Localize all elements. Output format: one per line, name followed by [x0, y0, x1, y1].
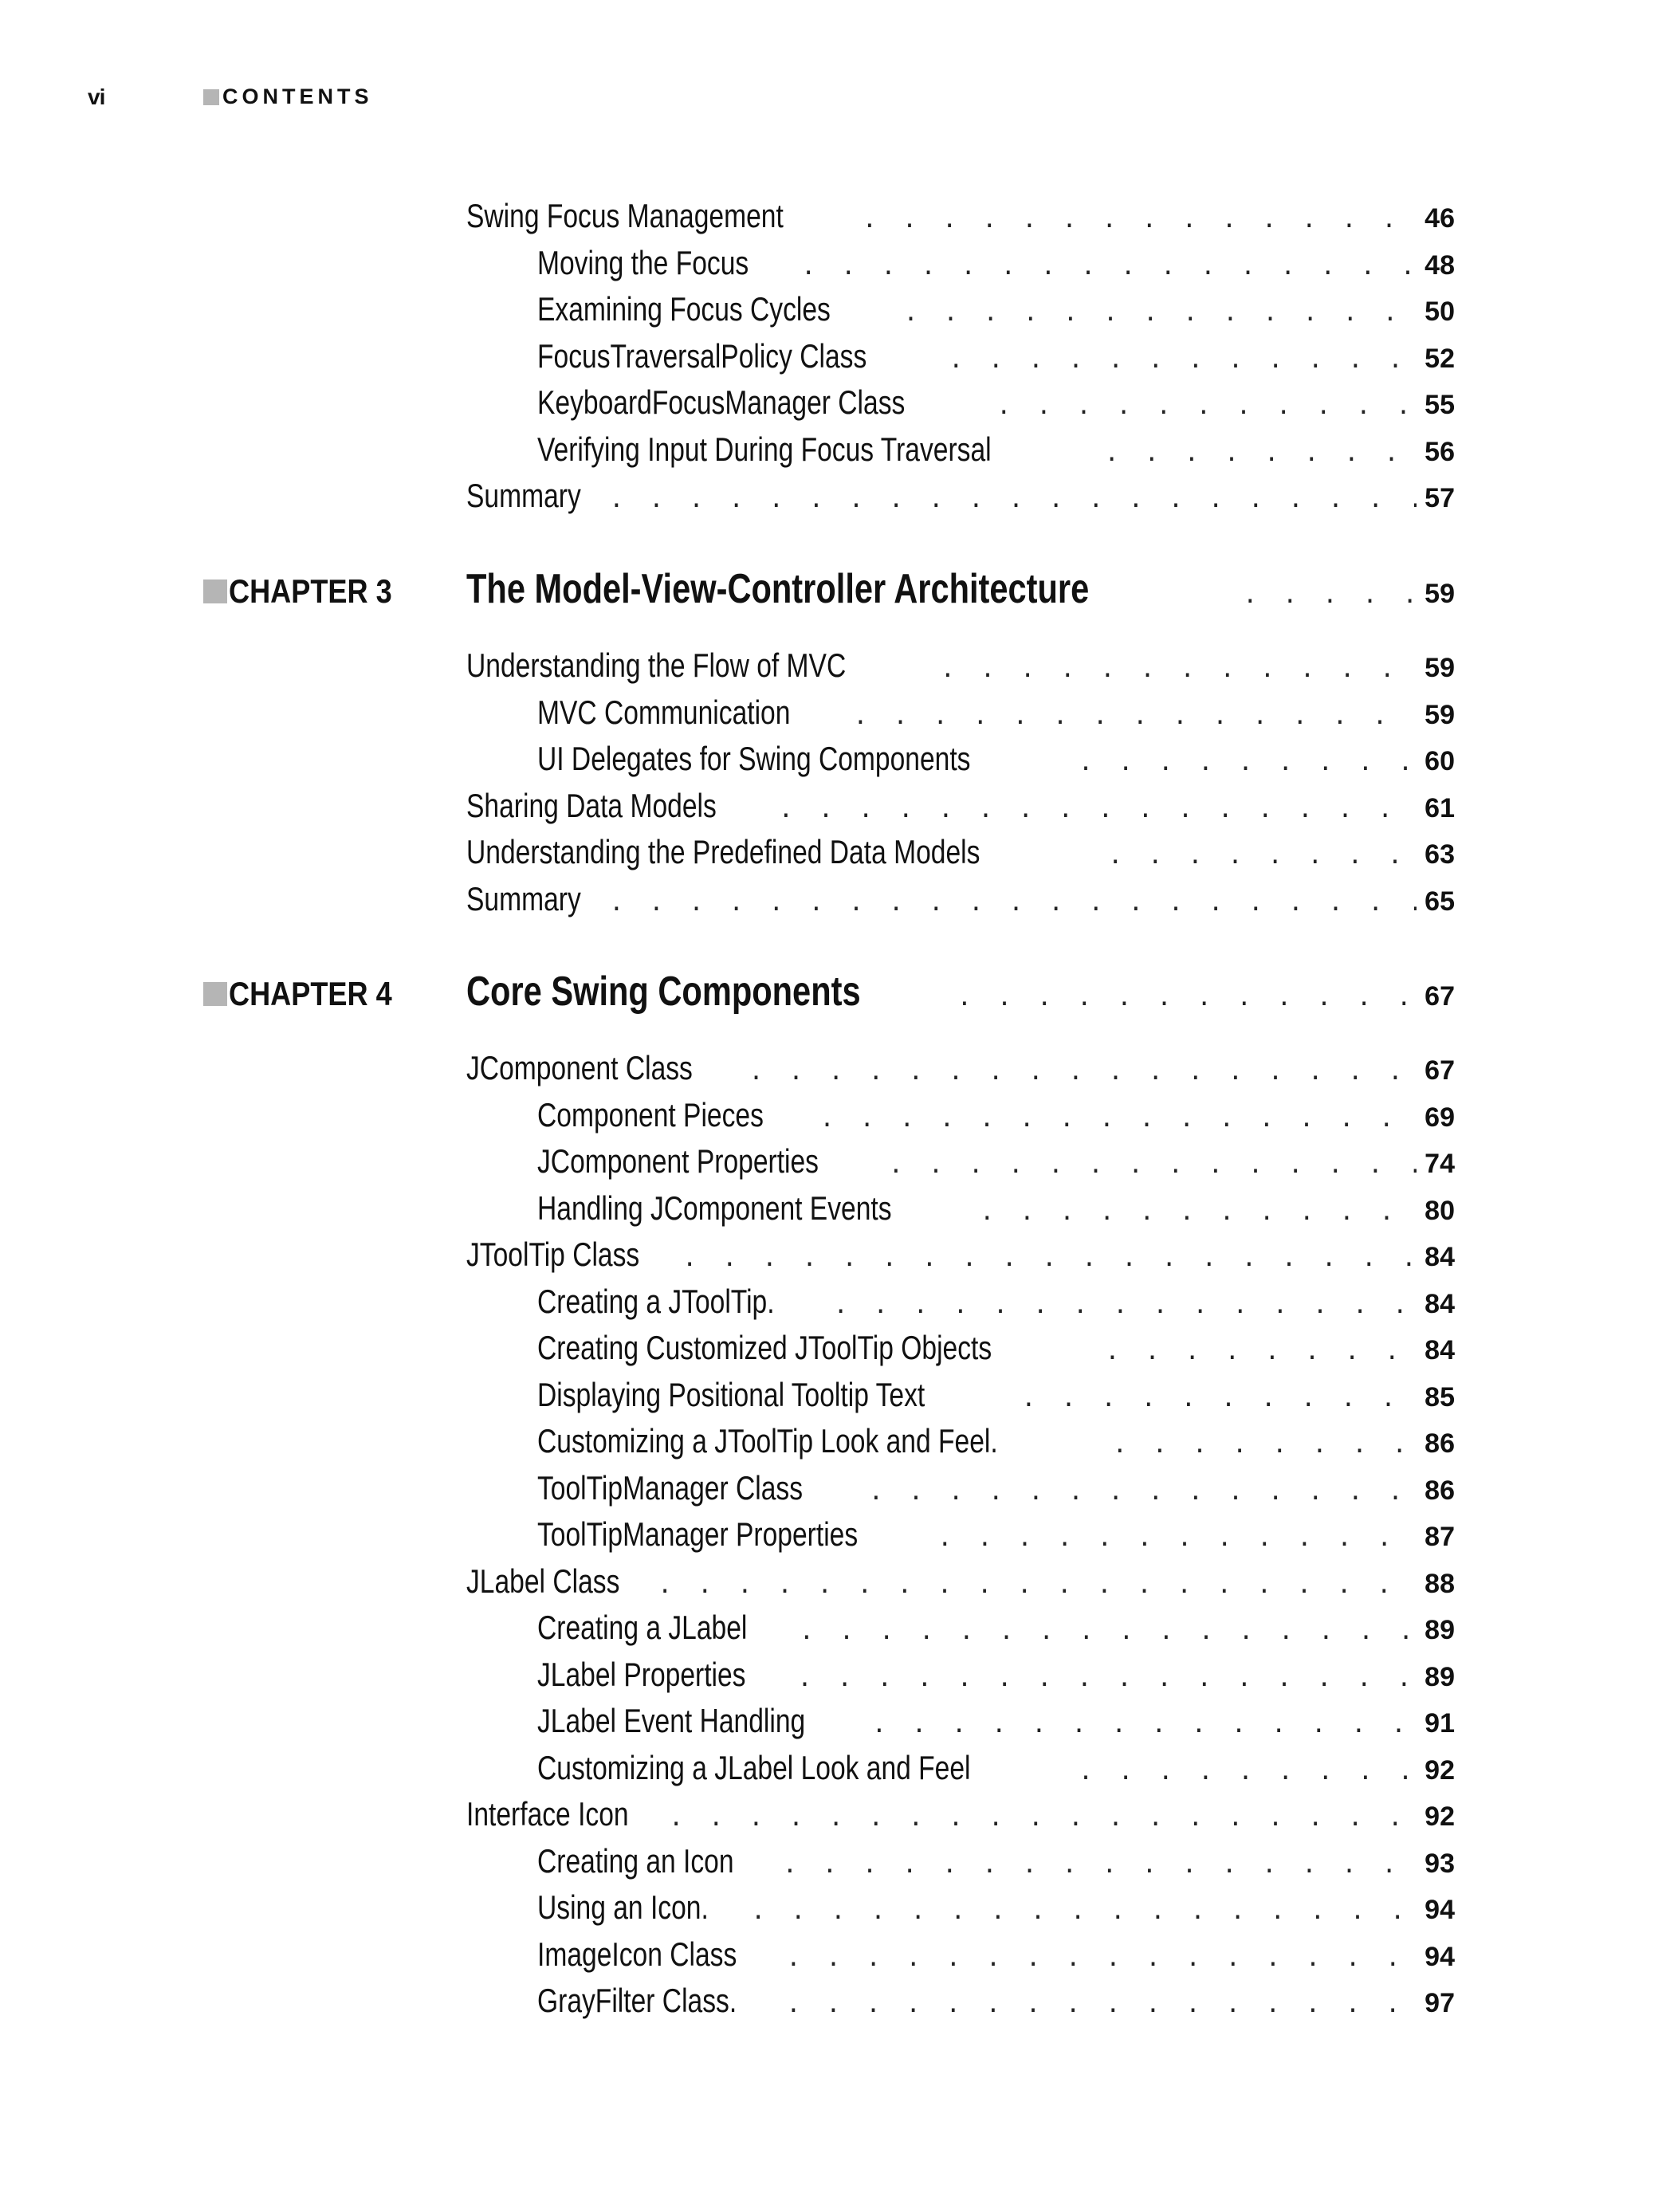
toc-entry[interactable]	[537, 1884, 1455, 1935]
toc-entry[interactable]	[466, 829, 1455, 879]
toc-entry[interactable]	[466, 193, 1455, 243]
chapter-3-number: CHAPTER 3	[229, 572, 392, 610]
toc-entry[interactable]	[537, 1092, 1455, 1142]
dot-leader	[669, 1795, 1417, 1841]
toc-entry-title: Interface Icon	[466, 1795, 629, 1833]
toc-entry-page: 92	[1424, 1801, 1455, 1832]
toc-entry-title: GrayFilter Class.	[537, 1982, 737, 2019]
dot-leader	[1021, 1376, 1417, 1422]
toc-entry-title: JComponent Properties	[537, 1142, 819, 1180]
toc-entry-title: Verifying Input During Focus Traversal	[537, 430, 992, 468]
dot-leader	[800, 1609, 1417, 1655]
dot-leader	[853, 693, 1417, 740]
toc-entry-title: JComponent Class	[466, 1049, 693, 1086]
toc-entry-page: 48	[1424, 249, 1455, 281]
toc-entry-page: 92	[1424, 1754, 1455, 1786]
dot-leader	[1113, 1422, 1417, 1468]
toc-entry[interactable]	[537, 333, 1455, 383]
toc-entry[interactable]	[537, 1931, 1455, 1982]
gray-square-marker-icon	[203, 982, 227, 1006]
toc-entry[interactable]	[537, 1279, 1455, 1329]
toc-entry[interactable]	[537, 379, 1455, 430]
toc-entry[interactable]	[537, 1698, 1455, 1748]
dot-leader	[682, 1236, 1417, 1282]
toc-entry[interactable]	[466, 1791, 1455, 1841]
dot-leader	[1079, 740, 1417, 786]
toc-entry[interactable]	[466, 876, 1455, 926]
toc-entry[interactable]	[537, 286, 1455, 336]
dot-leader	[783, 1842, 1417, 1888]
toc-entry-page: 67	[1424, 1055, 1455, 1086]
chapter-3-label	[203, 572, 418, 611]
dot-leader	[863, 197, 1417, 243]
toc-entry-page: 69	[1424, 1102, 1455, 1133]
toc-entry[interactable]	[537, 690, 1455, 740]
toc-entry-title: Moving the Focus	[537, 243, 749, 281]
chapter-3-title-row[interactable]	[466, 561, 1455, 623]
dot-leader	[903, 290, 1417, 336]
toc-entry-page: 97	[1424, 1988, 1455, 2018]
toc-entry-page: 61	[1424, 792, 1455, 823]
dot-leader	[786, 1935, 1417, 1982]
toc-entry-page: 46	[1424, 203, 1455, 234]
toc-entry[interactable]	[466, 1558, 1455, 1609]
toc-entry-page: 59	[1424, 653, 1455, 683]
toc-entry-title: Examining Focus Cycles	[537, 290, 831, 328]
toc-entry-page: 50	[1424, 297, 1455, 327]
dot-leader	[819, 1096, 1417, 1142]
toc-entry-title: Sharing Data Models	[466, 786, 717, 824]
toc-entry[interactable]	[537, 240, 1455, 290]
toc-entry-page: 84	[1424, 1242, 1455, 1272]
toc-entry-page: 63	[1424, 839, 1455, 870]
toc-entry[interactable]	[466, 473, 1455, 523]
toc-entry[interactable]	[466, 642, 1455, 693]
toc-entry[interactable]	[537, 1325, 1455, 1375]
running-title-text: CONTENTS	[222, 84, 373, 108]
toc-entry[interactable]	[537, 1372, 1455, 1422]
toc-entry-title: Swing Focus Management	[466, 197, 784, 234]
toc-entry-page: 94	[1424, 1895, 1455, 1925]
toc-entry-title: Creating Customized JToolTip Objects	[537, 1329, 992, 1366]
dot-leader	[1108, 833, 1417, 879]
toc-entry-page: 89	[1424, 1615, 1455, 1645]
dot-leader	[872, 1702, 1417, 1748]
dot-leader	[801, 244, 1417, 290]
toc-entry-title: FocusTraversalPolicy Class	[537, 336, 867, 375]
toc-entry-title: Understanding the Predefined Data Models	[466, 833, 980, 870]
toc-entry-page: 74	[1424, 1149, 1455, 1179]
toc-entry-page: 84	[1424, 1288, 1455, 1319]
dot-leader	[957, 970, 1417, 1026]
toc-entry[interactable]	[537, 1185, 1455, 1236]
toc-entry-title: Creating a JLabel	[537, 1609, 748, 1646]
toc-entry-title: Component Pieces	[537, 1095, 764, 1134]
toc-entry-page: 91	[1424, 1708, 1455, 1739]
toc-entry-page: 57	[1424, 483, 1455, 513]
dot-leader	[779, 787, 1417, 833]
toc-entry[interactable]	[466, 783, 1455, 833]
toc-entry-title: Customizing a JToolTip Look and Feel.	[537, 1422, 998, 1460]
dot-leader	[937, 1515, 1417, 1562]
dot-leader	[751, 1888, 1417, 1935]
dot-leader	[1105, 430, 1417, 477]
page-number: vi	[88, 84, 105, 109]
toc-entry-page: 89	[1424, 1661, 1455, 1692]
toc-entry[interactable]	[537, 1745, 1455, 1795]
dot-leader	[889, 1142, 1417, 1189]
dot-leader	[996, 383, 1417, 430]
chapter-4-label	[203, 975, 418, 1013]
toc-entry[interactable]	[466, 1232, 1455, 1282]
dot-leader	[1079, 1749, 1417, 1795]
toc-entry-title: ToolTipManager Class	[537, 1468, 804, 1507]
toc-entry-title: Understanding the Flow of MVC	[466, 646, 847, 684]
toc-entry-title: Handling JComponent Events	[537, 1189, 892, 1227]
dot-leader	[1243, 568, 1417, 623]
chapter-4-page: 67	[1424, 981, 1455, 1012]
toc-entry-title: ToolTipManager Properties	[537, 1515, 859, 1553]
toc-entry-title: MVC Communication	[537, 693, 791, 731]
toc-entry-title: Displaying Positional Tooltip Text	[537, 1375, 925, 1413]
toc-entry[interactable]	[537, 1652, 1455, 1702]
dot-leader	[980, 1189, 1417, 1236]
gray-square-marker-icon	[203, 580, 227, 603]
toc-entry-page: 65	[1424, 886, 1455, 917]
toc-entry-title: JLabel Event Handling	[537, 1702, 806, 1739]
dot-leader	[609, 880, 1417, 926]
dot-leader	[609, 477, 1417, 523]
toc-entry-title: Creating a JToolTip.	[537, 1282, 775, 1320]
toc-entry-title: Summary	[466, 879, 581, 917]
dot-leader	[749, 1049, 1417, 1095]
dot-leader	[869, 1469, 1417, 1515]
chapter-4-title-row[interactable]	[466, 964, 1455, 1026]
toc-entry-page: 87	[1424, 1522, 1455, 1552]
toc-entry-title: Customizing a JLabel Look and Feel	[537, 1748, 971, 1786]
dot-leader	[658, 1562, 1417, 1609]
toc-entry-page: 94	[1424, 1941, 1455, 1972]
toc-entry[interactable]	[466, 1045, 1455, 1095]
toc-entry[interactable]	[537, 1511, 1455, 1562]
toc-entry[interactable]	[537, 736, 1455, 786]
dot-leader	[941, 646, 1417, 693]
dot-leader	[949, 337, 1417, 383]
toc-entry[interactable]	[537, 1978, 1455, 2028]
dot-leader	[834, 1283, 1417, 1329]
toc-entry-title: UI Delegates for Swing Components	[537, 740, 971, 777]
dot-leader	[786, 1982, 1417, 2028]
chapter-3-page: 59	[1424, 579, 1455, 609]
toc-entry-page: 93	[1424, 1848, 1455, 1879]
toc-entry-title: Creating an Icon	[537, 1841, 734, 1880]
toc-entry[interactable]	[537, 1138, 1455, 1189]
toc-entry[interactable]	[537, 426, 1455, 477]
toc-entry-title: JToolTip Class	[466, 1236, 640, 1273]
toc-entry-title: KeyboardFocusManager Class	[537, 383, 906, 421]
toc-entry[interactable]	[537, 1605, 1455, 1655]
toc-entry-page: 55	[1424, 390, 1455, 420]
toc-entry-page: 86	[1424, 1428, 1455, 1459]
toc-entry-page: 85	[1424, 1381, 1455, 1412]
toc-entry-title: JLabel Properties	[537, 1655, 746, 1693]
toc-entry-title: JLabel Class	[466, 1562, 620, 1600]
dot-leader	[797, 1656, 1417, 1702]
toc-entry-page: 59	[1424, 699, 1455, 730]
chapter-3-title: The Model-View-Controller Architecture	[466, 566, 1090, 612]
toc-entry-page: 84	[1424, 1335, 1455, 1365]
chapter-4-title: Core Swing Components	[466, 968, 861, 1015]
toc-entry-page: 86	[1424, 1475, 1455, 1506]
dot-leader	[1105, 1329, 1417, 1375]
toc-entry-page: 80	[1424, 1195, 1455, 1226]
toc-entry-page: 56	[1424, 436, 1455, 467]
toc-entry-title: ImageIcon Class	[537, 1935, 737, 1973]
toc-entry-page: 60	[1424, 746, 1455, 776]
toc-entry[interactable]	[537, 1838, 1455, 1888]
toc-entry[interactable]	[537, 1465, 1455, 1515]
toc-entry-title: Summary	[466, 477, 581, 514]
toc-entry-page: 52	[1424, 343, 1455, 374]
toc-entry-title: Using an Icon.	[537, 1888, 709, 1926]
chapter-4-number: CHAPTER 4	[229, 975, 392, 1012]
toc-entry[interactable]	[537, 1418, 1455, 1468]
toc-entry-page: 88	[1424, 1568, 1455, 1599]
